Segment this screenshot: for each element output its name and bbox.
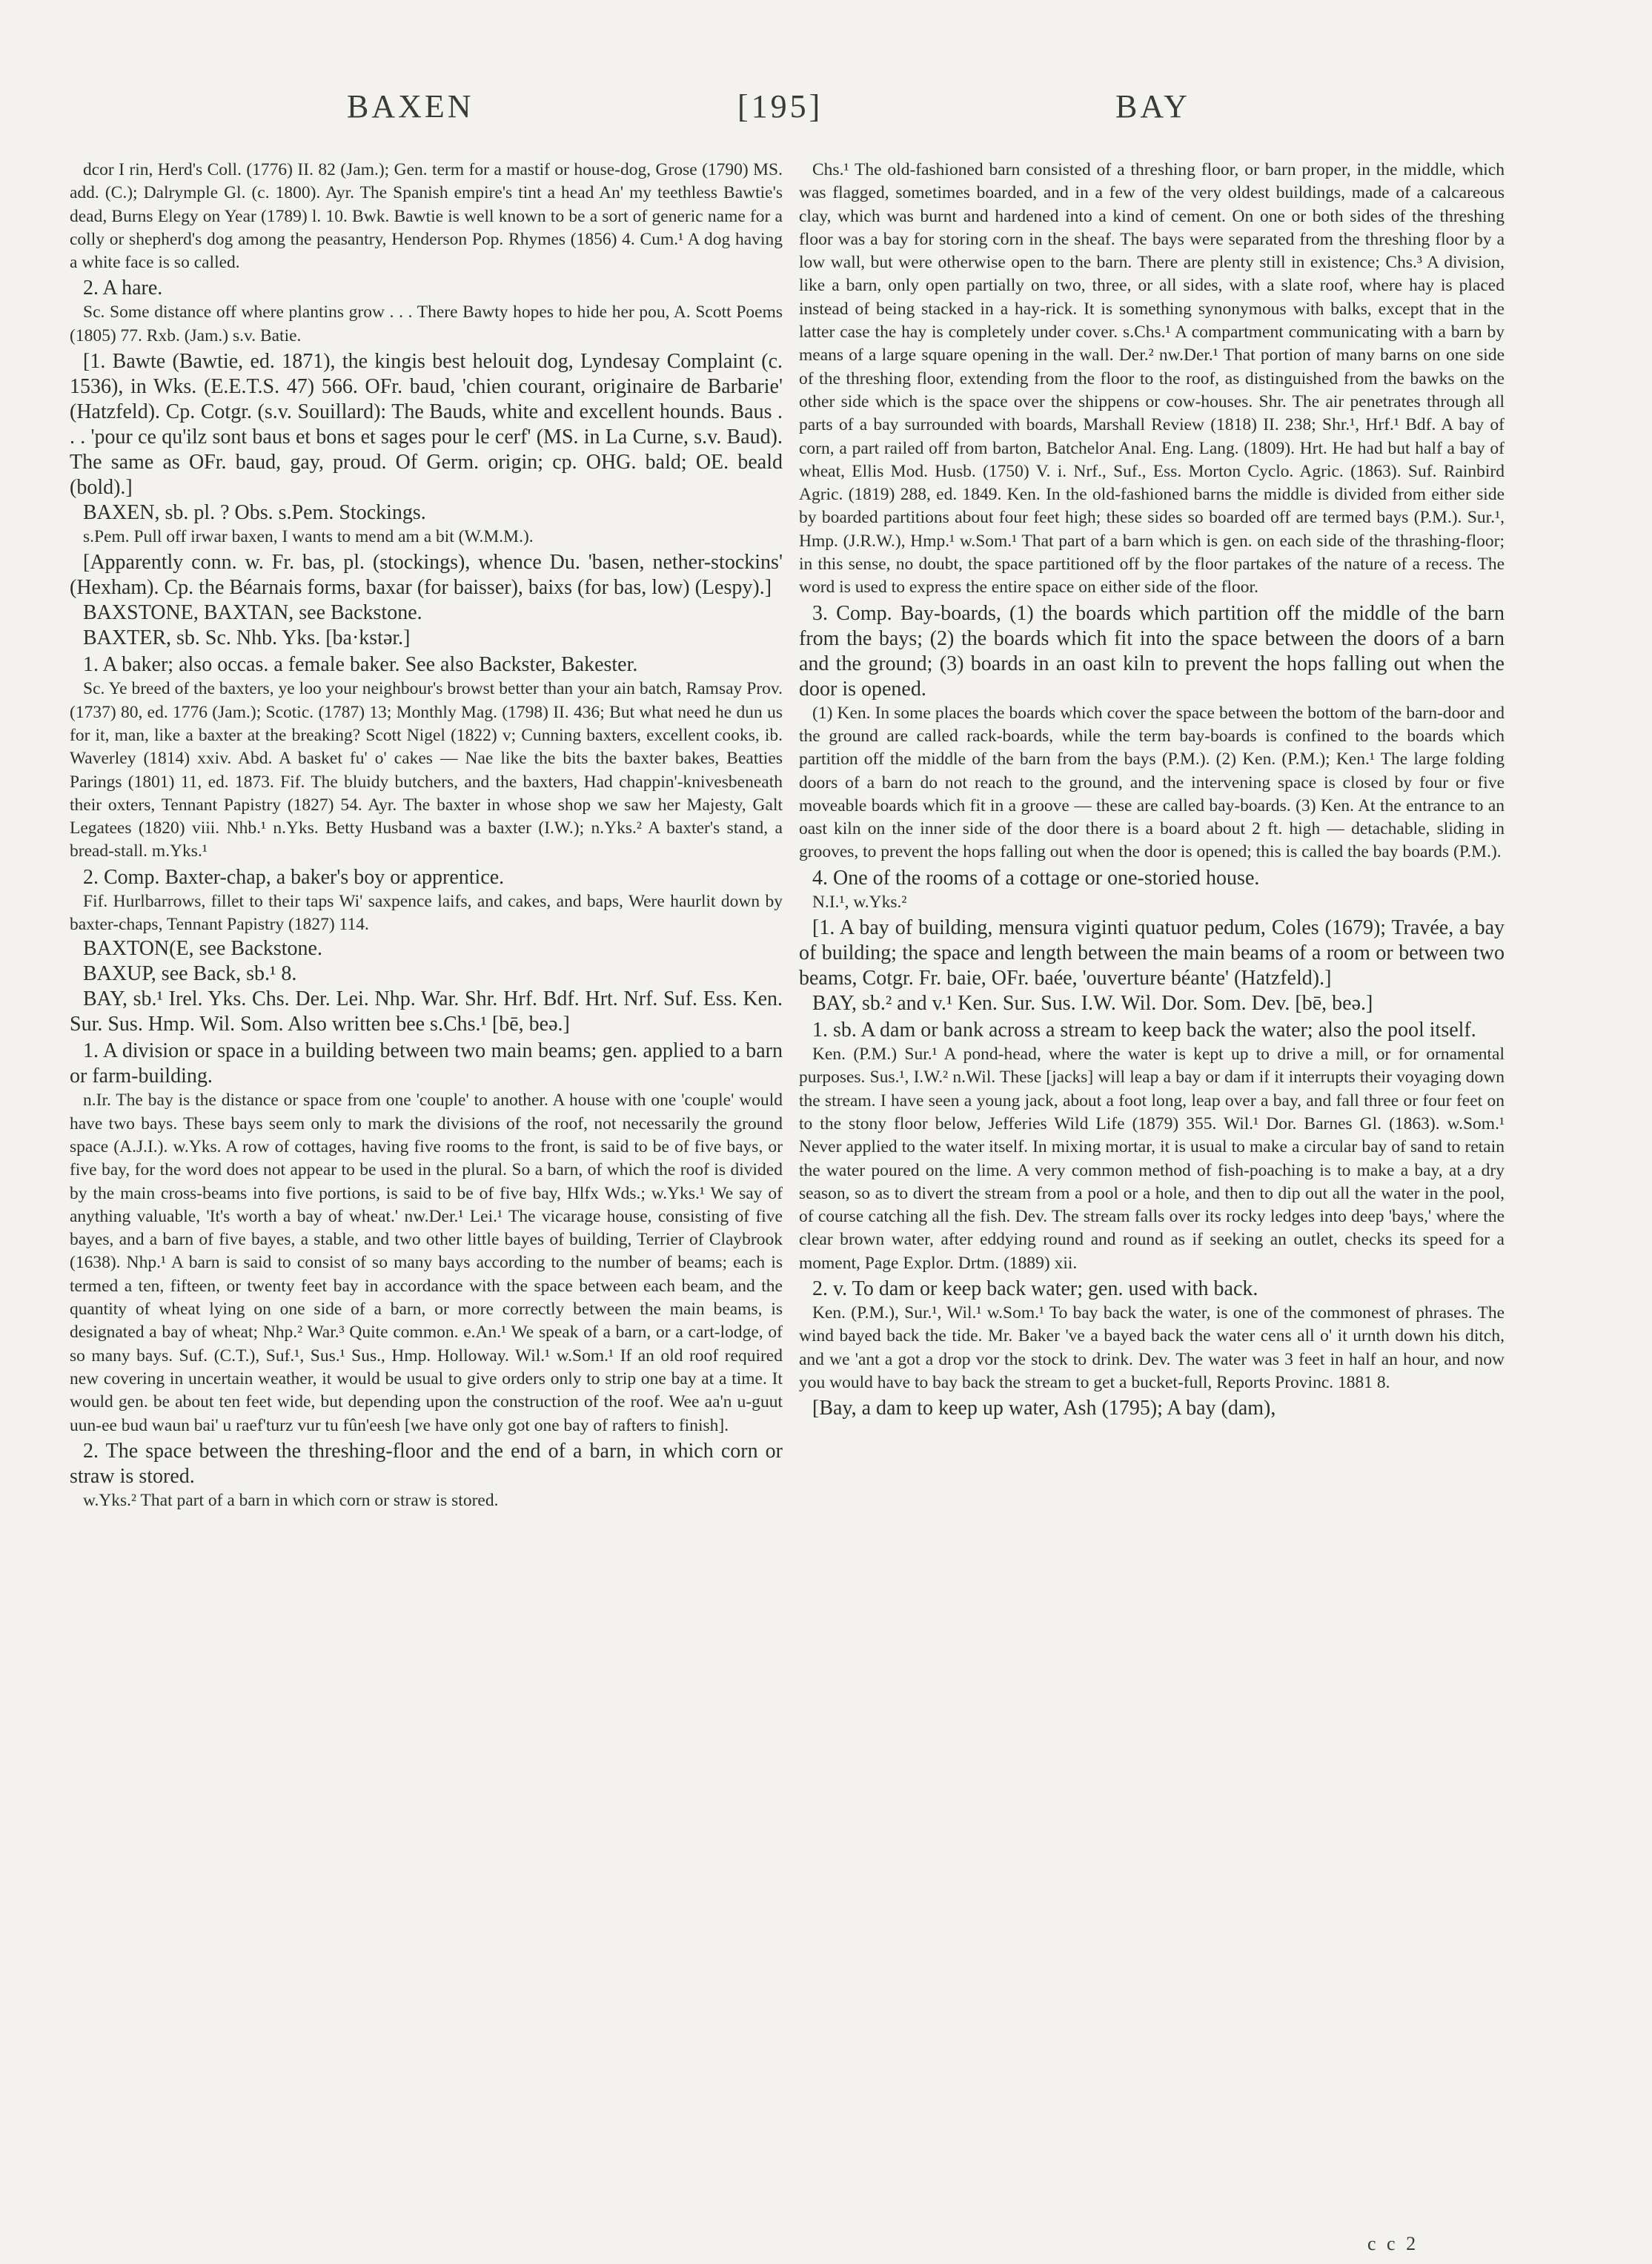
left-column-paragraph: w.Yks.² That part of a barn in which corn or straw is stored. xyxy=(83,1490,499,1510)
left-column-paragraph: BAXEN, sb. pl. ? Obs. s.Pem. Stockings. xyxy=(83,501,426,525)
left-column-paragraph: Sc. Ye breed of the baxters, ye loo your neighbour's browst better than your ain batch, Ramsay Prov. (1737) 80, ed. 1776 (Jam.); Scotic. (1787) 13; Monthly Mag. (1798) II. 436; But what need he dun us for it, man, like a baxter at the breaking? Scott Nigel (1822) v; Cunning baxters, excellent cooks, ib. Waverley (1814) xxiv. Abd. A basket fu' o' cakes — Nae like the bits the baxter bakes, Beatties Parings (1801) 11, ed. 1873. Fif. The bluidy butchers, and the baxters, Had chappin'-knivesbeneath their oxters, Tennant Papistry (1827) 54. Ayr. The baxter in whose shop we saw her Majesty, Galt Legatees (1820) viii. Nhb.¹ n.Yks. Betty Husband was a baxter (I.W.); n.Yks.² A baxter's stand, a bread-stall. m.Yks.¹ xyxy=(70,679,783,861)
left-column-paragraph: 2. The space between the threshing-floor and the end of a barn, in which corn or straw is stored. xyxy=(70,1439,783,1488)
right-column-paragraph: N.I.¹, w.Yks.² xyxy=(812,892,907,912)
left-column-paragraph: 2. Comp. Baxter-chap, a baker's boy or apprentice. xyxy=(83,865,505,889)
left-column xyxy=(70,159,783,1512)
left-column-paragraph: [Apparently conn. w. Fr. bas, pl. (stockings), whence Du. 'basen, nether-stockins' (Hexham). Cp. the Béarnais forms, baxar (for baisser), baixs (for bas, low) (Lespy).] xyxy=(70,551,783,600)
left-column-paragraph: dcor I rin, Herd's Coll. (1776) II. 82 (Jam.); Gen. term for a mastif or house-dog, Grose (1790) MS. add. (C.); Dalrymple Gl. (c. 1800). Ayr. The Spanish empire's tint a head An' my teethless Bawtie's dead, Burns Elegy on Year (1789) l. 10. Bwk. Bawtie is well known to be a sort of generic name for a colly or shepherd's dog among the peasantry, Henderson Pop. Rhymes (1856) 4. Cum.¹ A dog having a white face is so called. xyxy=(70,160,783,273)
left-column-paragraph: [1. Bawte (Bawtie, ed. 1871), the kingis best helouit dog, Lyndesay Complaint (c. 1536), in Wks. (E.E.T.S. 47) 566. OFr. baud, 'chien courant, originaire de Barbarie' (Hatzfeld). Cp. Cotgr. (s.v. Souillard): The Bauds, white and excellent hounds. Baus . . . 'pour ce qu'ilz sont baus et bons et sages pour le cerf' (MS. in La Curne, s.v. Baud). The same as OFr. baud, gay, proud. Of Germ. origin; cp. OHG. bald; OE. beald (bold).] xyxy=(70,350,783,500)
left-column-paragraph: 1. A division or space in a building between two main beams; gen. applied to a barn or farm-building. xyxy=(70,1039,783,1088)
left-column-paragraph: n.Ir. The bay is the distance or space from one 'couple' to another. A house with one 'couple' would have two bays. These bays seem only to mark the divisions of the roof, not necessarily the ground space (A.J.I.). w.Yks. A row of cottages, having five rooms to the front, is said to be of five bays, or five bay, for the word does not appear to be used in the plural. So a barn, of which the roof is divided by the main cross-beams into five portions, is said to be of five bay, Hlfx Wds.; w.Yks.¹ We say of anything valuable, 'It's worth a bay of wheat.' nw.Der.¹ Lei.¹ The vicarage house, consisting of five bayes, and a barn of five bayes, a stable, and two other little bayes of building, Terrier of Claybrook (1638). Nhp.¹ A barn is said to consist of so many bays according to the number of beams; each is termed a ten, fifteen, or twenty feet bay in accordance with the space between each beam, and the quantity of wheat lying on one side of a barn, or more correctly between the main beams, is designated a bay of wheat; Nhp.² War.³ Quite common. e.An.¹ We speak of a barn, or a cart-lodge, of so many bays. Suf. (C.T.), Suf.¹, Sus.¹ Sus., Hmp. Holloway. Wil.¹ w.Som.¹ If an old roof required new covering in uncertain weather, it would be usual to give orders only to strip one bay at a time. It would gen. be about ten feet wide, but depending upon the construction of the roof. Wee aa'n u-guut uun-ee bud waun bai' u raef'turz vur tu fûn'eesh [we have only got one bay of rafters to finish]. xyxy=(70,1090,783,1435)
page-number: [195] xyxy=(737,88,823,125)
right-column-paragraph: 4. One of the rooms of a cottage or one-storied house. xyxy=(812,866,1260,890)
left-column-paragraph: Sc. Some distance off where plantins grow . . . There Bawty hopes to hide her pou, A. Scott Poems (1805) 77. Rxb. (Jam.) s.v. Batie. xyxy=(70,302,783,345)
right-column-paragraph: Chs.¹ The old-fashioned barn consisted of a threshing floor, or barn proper, in the middle, which was flagged, sometimes boarded, and in a few of the very oldest buildings, made of a calcareous clay, which was burnt and hardened into a kind of cement. On one or both sides of the threshing floor was a bay for storing corn in the sheaf. The bays were separated from the threshing floor by a low wall, but were otherwise open to the barn. There are plenty still in existence; Chs.³ A division, like a barn, only open partially on two, three, or all sides, with a slate roof, where hay is placed instead of being stacked in a hay-rick. It is something synonymous with balks, except that in the latter case the hay is completely under cover. s.Chs.¹ A compartment communicating with a barn by means of a large square opening in the wall. Der.² nw.Der.¹ That portion of many barns on one side of the threshing floor, extending from the floor to the roof, as distinguished from the bawks on the other side which is the space over the shippens or cow-houses. Shr. The air penetrates through all parts of a bay surrounded with boards, Marshall Review (1818) II. 238; Shr.¹, Hrf.¹ Bdf. A bay of corn, a part railed off from barton, Batchelor Anal. Eng. Lang. (1809). Hrt. He had but half a bay of wheat, Ellis Mod. Husb. (1750) V. i. Nrf., Suf., Ess. Morton Cyclo. Agric. (1863). Suf. Rainbird Agric. (1819) 288, ed. 1849. Ken. In the old-fashioned barns the middle is divided from either side by boarded partitions about four feet high; these sides so boarded off are termed bays (P.M.). Sur.¹, Hmp. (J.R.W.), Hmp.¹ w.Som.¹ That part of a barn which is gen. on each side of the thrashing-floor; in this sense, no doubt, the space partitioned off by the floor partakes of the nature of a recess. The word is used to express the entire space on either side of the floor. xyxy=(799,160,1505,598)
right-column-paragraph: Ken. (P.M.) Sur.¹ A pond-head, where the water is kept up to drive a mill, or for ornamental purposes. Sus.¹, I.W.² n.Wil. These [jacks] will leap a bay or dam if it interrupts their voyaging down the stream. I have seen a young jack, about a foot long, leap over a bay, and fall three or four feet on to the stony floor below, Jefferies Wild Life (1879) 355. Wil.¹ Dor. Barnes Gl. (1863). w.Som.¹ Never applied to the water itself. In mixing mortar, it is usual to make a circular bay of sand to retain the water poured on the lime. A very common method of fish-poaching is to make a bay, at a dry season, so as to divert the stream from a pool or a hole, and then to dip out all the water in the pool, of course catching all the fish. Dev. The stream falls over its rocky ledges into deep 'bays,' where the clear brown water, after eddying round and round as if seeking an outlet, checks its speed for a moment, Page Explor. Drtm. (1889) xii. xyxy=(799,1045,1505,1273)
page-header xyxy=(0,87,1652,132)
left-column-paragraph: BAXTON(E, see Backstone. xyxy=(83,937,322,961)
right-running-head: BAY xyxy=(1115,88,1190,125)
right-column-paragraph: 1. sb. A dam or bank across a stream to keep back the water; also the pool itself. xyxy=(812,1019,1476,1042)
right-column-paragraph: (1) Ken. In some places the boards which cover the space between the bottom of the barn-door and the ground are called rack-boards, while the term bay-boards is confined to the boards which partition off the middle of the barn from the bays (P.M.). (2) Ken. (P.M.); Ken.¹ The large folding doors of a barn do not reach to the ground, and the intervening space is closed by four or five moveable boards which fit in a groove — these are called bay-boards. (3) Ken. At the entrance to an oast kiln on the inner side of the door there is a board about 2 ft. high — detachable, sliding in grooves, to prevent the hops falling out when the door is opened; this is called the bay boards (P.M.). xyxy=(799,703,1505,862)
left-running-head: BAXEN xyxy=(347,88,474,125)
right-column-paragraph: Ken. (P.M.), Sur.¹, Wil.¹ w.Som.¹ To bay back the water, is one of the commonest of phrases. The wind bayed back the tide. Mr. Baker 've a bayed back the water cens all o' it urnth down his ditch, and we 'ant a got a drop vor the stock to drink. Dev. The water was 3 feet in half an hour, and now you would have to bay back the stream to get a bucket-full, Reports Provinc. 1881 8. xyxy=(799,1303,1505,1392)
left-column-paragraph: BAY, sb.¹ Irel. Yks. Chs. Der. Lei. Nhp. War. Shr. Hrf. Bdf. Hrt. Nrf. Suf. Ess. Ken. Sur. Sus. Hmp. Wil. Som. Also written bee s.Chs.¹ [bē, beə.] xyxy=(70,987,783,1036)
left-column-paragraph: BAXTER, sb. Sc. Nhb. Yks. [ba·kstər.] xyxy=(83,626,411,650)
left-column-paragraph: 1. A baker; also occas. a female baker. See also Backster, Bakester. xyxy=(83,653,638,677)
right-column-paragraph: BAY, sb.² and v.¹ Ken. Sur. Sus. I.W. Wil. Dor. Som. Dev. [bē, beə.] xyxy=(812,992,1373,1016)
right-column-paragraph: [Bay, a dam to keep up water, Ash (1795); A bay (dam), xyxy=(812,1397,1276,1420)
left-column-paragraph: Fif. Hurlbarrows, fillet to their taps Wi' saxpence laifs, and cakes, and baps, Were haurlit down by baxter-chaps, Tennant Papistry (1827) 114. xyxy=(70,891,783,935)
right-column-paragraph: 2. v. To dam or keep back water; gen. used with back. xyxy=(812,1277,1258,1300)
right-column-paragraph: 3. Comp. Bay-boards, (1) the boards which partition off the middle of the barn from the bays; (2) the boards which fit into the space between the doors of a barn and the ground; (3) boards in an oast kiln to prevent the hops falling out when the door is opened. xyxy=(799,601,1505,701)
right-column xyxy=(799,159,1505,1421)
left-column-paragraph: BAXSTONE, BAXTAN, see Backstone. xyxy=(83,601,422,625)
left-column-paragraph: BAXUP, see Back, sb.¹ 8. xyxy=(83,962,297,986)
left-column-paragraph: 2. A hare. xyxy=(83,277,163,300)
left-column-paragraph: s.Pem. Pull off irwar baxen, I wants to mend am a bit (W.M.M.). xyxy=(83,527,534,547)
signature-mark: c c 2 xyxy=(1367,2233,1419,2254)
right-column-paragraph: [1. A bay of building, mensura viginti quatuor pedum, Coles (1679); Travée, a bay of building; the space and length between the main beams of a room or between two beams, Cotgr. Fr. baie, OFr. baée, 'ouverture béante' (Hatzfeld).] xyxy=(799,916,1505,990)
